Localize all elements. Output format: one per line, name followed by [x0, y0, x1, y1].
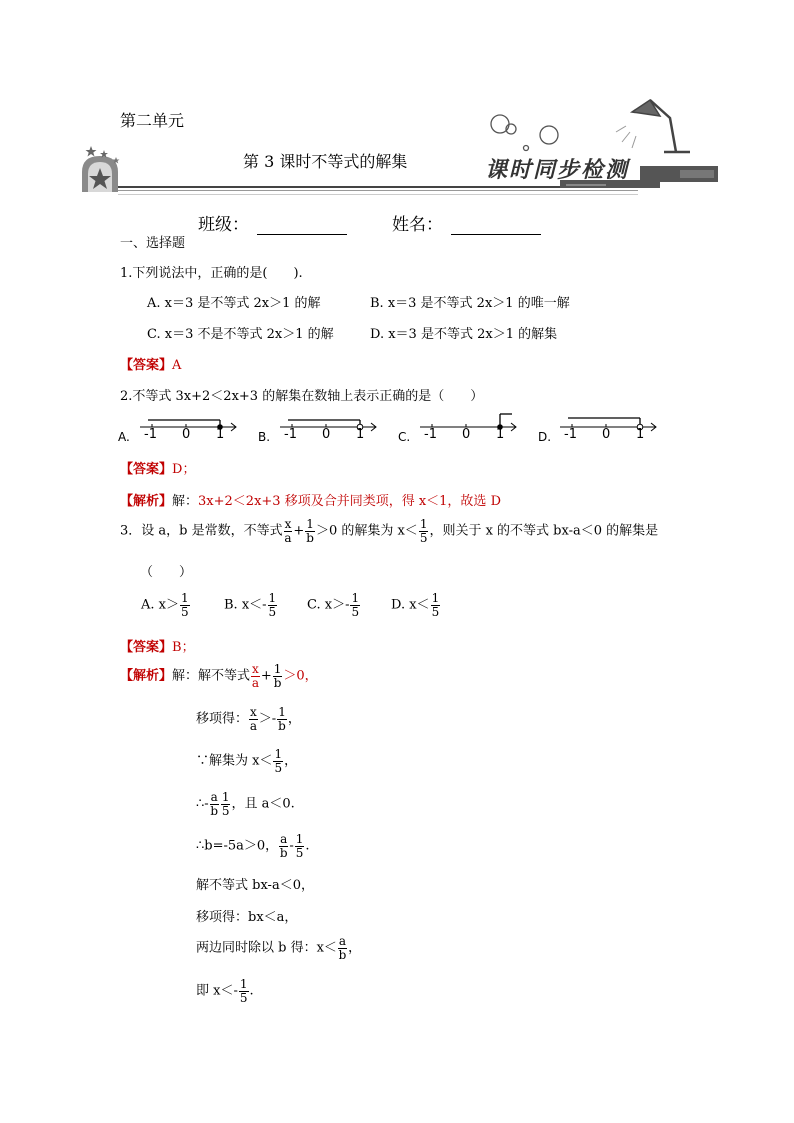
denominator: 5	[274, 760, 283, 775]
denominator: b	[210, 803, 219, 818]
q3-analysis-step-9	[196, 978, 254, 1004]
q3-analysis-step-3	[196, 748, 297, 774]
numerator: a	[210, 790, 218, 804]
option-text: D. x＜	[391, 597, 430, 613]
numerator: 1	[431, 591, 440, 605]
class-blank[interactable]	[257, 220, 347, 235]
fraction-1-over-5	[419, 518, 429, 544]
denominator: a	[284, 530, 292, 545]
numerator: 1	[419, 517, 428, 531]
numerator: 1	[268, 591, 277, 605]
q3-stem	[120, 518, 658, 544]
denominator: b	[279, 845, 288, 860]
q1-option-a: A. x＝3 是不等式 2x＞1 的解	[147, 296, 321, 311]
plus-sign: +	[260, 668, 272, 684]
denominator: b	[338, 947, 347, 962]
q3-answer	[120, 636, 195, 655]
answer-value: B；	[172, 640, 195, 655]
numerator: 1	[295, 832, 304, 846]
denominator: b	[273, 675, 282, 690]
numerator: x	[252, 662, 259, 676]
name-field[interactable]	[392, 210, 541, 235]
tick-label: 1	[356, 427, 365, 442]
answer-label: 【答案】	[120, 358, 173, 373]
denominator: b	[306, 530, 314, 545]
numerator: a	[280, 832, 288, 846]
step-text: 即 x＜-	[196, 983, 238, 999]
tick-label: 0	[462, 427, 471, 442]
analysis-text: 3x+2＜2x+3 移项及合并同类项，得 x＜1，故选 D	[198, 494, 501, 509]
q3-analysis-step-8	[196, 935, 361, 961]
denominator: 5	[181, 604, 189, 619]
answer-label: 【答案】	[120, 640, 173, 655]
numerator: a	[338, 934, 347, 948]
banner-title: 课时同步检测	[485, 157, 630, 183]
unit-title: 第二单元	[120, 111, 185, 130]
numerator: 1	[221, 790, 230, 804]
numerator: x	[250, 705, 257, 719]
q3-paren: （ ）	[140, 565, 193, 580]
q3-option-d	[391, 592, 441, 618]
class-label: 班级：	[198, 215, 249, 235]
q3-analysis-step-7: 移项得：bx＜a，	[196, 910, 298, 925]
option-text: B. x＜-	[224, 597, 267, 613]
step-text: ＞-	[258, 711, 277, 727]
lesson-title: 第 3 课时不等式的解集	[243, 152, 408, 171]
denominator: 5	[419, 530, 428, 545]
q3-analysis-step-4	[196, 791, 295, 817]
step-text: 两边同时除以 b 得：x＜	[196, 940, 337, 956]
step-text: ，	[348, 940, 362, 956]
q1-answer	[120, 354, 181, 373]
tick-label: -1	[424, 427, 437, 442]
step-text: .	[305, 838, 310, 854]
step-text: -	[289, 838, 294, 854]
fraction-a-over-b	[338, 935, 347, 961]
fraction-1-over-5	[268, 592, 278, 618]
step-text: ＞0，	[283, 668, 318, 684]
fraction-1-over-b	[277, 706, 287, 732]
bubbles-icon	[491, 115, 558, 151]
fraction-1-over-5	[295, 833, 305, 859]
fraction-1-over-5	[180, 592, 190, 618]
tick-label: 0	[182, 427, 191, 442]
denominator: a	[251, 675, 259, 690]
stem-part: ，则关于 x 的不等式 bx-a＜0 的解集是	[429, 523, 659, 539]
section-heading: 一、选择题	[120, 236, 186, 251]
answer-value: A	[172, 358, 182, 373]
q3-analysis-step-2	[196, 706, 301, 732]
q3-analysis-step-6: 解不等式 bx-a＜0，	[196, 878, 314, 893]
numerator: 1	[306, 517, 314, 531]
denominator: 5	[239, 990, 248, 1005]
denominator: 5	[221, 803, 230, 818]
q2-analysis	[120, 490, 501, 509]
denominator: b	[278, 718, 286, 733]
q1-stem: 1.下列说法中，正确的是( ).	[120, 266, 303, 281]
answer-label: 【答案】	[120, 462, 173, 477]
fraction-x-over-a	[249, 706, 258, 732]
fraction-a-over-b	[279, 833, 288, 859]
denominator: 5	[431, 604, 440, 619]
plus-sign: +	[293, 523, 305, 539]
numerator: x	[284, 517, 292, 531]
header-banner	[0, 0, 794, 200]
numerator: 1	[278, 705, 286, 719]
fraction-1-over-5	[221, 791, 231, 817]
name-label: 姓名：	[392, 215, 443, 235]
tick-label: 1	[216, 427, 225, 442]
stem-part: ＞0 的解集为 x＜	[315, 523, 418, 539]
step-text: ∴b=-5a＞0，	[196, 838, 279, 854]
q2-option-a-label: A.	[118, 430, 130, 444]
tick-label: -1	[144, 427, 157, 442]
q1-option-d: D. x＝3 是不等式 2x＞1 的解集	[370, 327, 558, 342]
fraction-1-over-5	[239, 978, 249, 1004]
q3-option-c	[307, 592, 361, 618]
fraction-a-over-b	[210, 791, 219, 817]
step-text: 移项得：	[196, 711, 249, 727]
tick-label: 0	[322, 427, 331, 442]
class-field[interactable]	[198, 210, 347, 235]
step-text: .	[249, 983, 254, 999]
q1-option-b: B. x＝3 是不等式 2x＞1 的唯一解	[370, 296, 570, 311]
q3-option-b	[224, 592, 278, 618]
name-blank[interactable]	[451, 220, 541, 235]
fraction-x-over-a	[284, 518, 293, 544]
denominator: 5	[268, 604, 277, 619]
analysis-prefix: 解：	[172, 494, 199, 509]
numerator: 1	[181, 591, 189, 605]
q3-analysis-step-1	[120, 663, 318, 689]
fraction-1-over-5	[273, 748, 283, 774]
q2-option-c-label: C.	[398, 430, 411, 444]
q3-analysis-step-5	[196, 833, 310, 859]
q1-option-c: C. x＝3 不是不等式 2x＞1 的解	[147, 327, 334, 342]
step-text: ∴-	[196, 796, 209, 812]
option-text: A. x＞	[141, 597, 179, 613]
q2-stem: 2.不等式 3x+2＜2x+3 的解集在数轴上表示正确的是（ ）	[120, 389, 484, 404]
answer-value: D；	[172, 462, 196, 477]
fraction-1-over-5	[350, 592, 360, 618]
q2-option-b-label: B.	[258, 430, 271, 444]
analysis-label: 【解析】	[120, 668, 173, 684]
numerator: 1	[273, 662, 282, 676]
fraction-1-over-b	[305, 518, 315, 544]
denominator: a	[249, 718, 257, 733]
step-text: ，	[287, 711, 301, 727]
desk-lamp-icon	[632, 100, 690, 152]
tick-label: -1	[564, 427, 577, 442]
fraction-1-over-5	[431, 592, 441, 618]
numerator: 1	[351, 591, 360, 605]
fraction-1-over-b	[273, 663, 283, 689]
fraction-x-over-a	[251, 663, 260, 689]
step-text: ，	[284, 753, 298, 769]
q2-option-d-label: D.	[538, 430, 552, 444]
step-text: ，且 a＜0.	[231, 796, 295, 812]
star-badge-icon	[82, 146, 120, 192]
tick-label: -1	[284, 427, 297, 442]
number-lines	[0, 410, 794, 450]
q3-option-a	[141, 592, 191, 618]
step-text: 解：解不等式	[172, 668, 251, 684]
tick-label: 1	[496, 427, 505, 442]
step-text: ∵解集为 x＜	[196, 753, 273, 769]
numerator: 1	[239, 977, 248, 991]
option-text: C. x＞-	[307, 597, 350, 613]
numerator: 1	[274, 747, 283, 761]
analysis-label: 【解析】	[120, 494, 173, 509]
denominator: 5	[295, 845, 304, 860]
tick-label: 1	[636, 427, 645, 442]
q2-answer	[120, 458, 195, 477]
denominator: 5	[351, 604, 360, 619]
tick-label: 0	[602, 427, 611, 442]
stem-part: 3．设 a，b 是常数，不等式	[120, 523, 283, 539]
